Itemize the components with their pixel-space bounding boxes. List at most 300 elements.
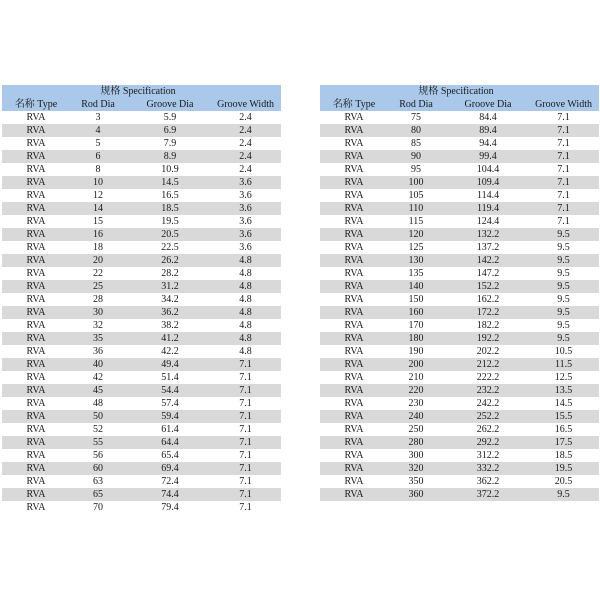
cell-groove-dia: 172.2 — [448, 306, 528, 319]
cell-rod-dia: 10 — [66, 176, 130, 189]
cell-rod-dia: 130 — [384, 254, 448, 267]
cell-groove-dia: 242.2 — [448, 397, 528, 410]
cell-type: RVA — [320, 488, 384, 501]
table-row — [320, 462, 599, 475]
cell-groove-dia: 65.4 — [130, 449, 210, 462]
cell-type: RVA — [2, 462, 66, 475]
specification-group-header: 规格 Specification — [66, 85, 210, 98]
table-row — [320, 397, 599, 410]
cell-groove-dia: 372.2 — [448, 488, 528, 501]
table-row — [320, 176, 599, 189]
cell-rod-dia: 4 — [66, 124, 130, 137]
cell-groove-width: 9.5 — [528, 267, 599, 280]
cell-type: RVA — [320, 449, 384, 462]
cell-type: RVA — [320, 293, 384, 306]
cell-groove-dia: 69.4 — [130, 462, 210, 475]
column-header-groove-dia: Groove Dia — [448, 98, 528, 111]
cell-type: RVA — [2, 150, 66, 163]
cell-groove-dia: 119.4 — [448, 202, 528, 215]
table-row — [2, 241, 281, 254]
cell-type: RVA — [2, 436, 66, 449]
cell-groove-width: 7.1 — [528, 150, 599, 163]
cell-groove-dia: 182.2 — [448, 319, 528, 332]
cell-rod-dia: 55 — [66, 436, 130, 449]
table-row — [2, 449, 281, 462]
cell-groove-width: 14.5 — [528, 397, 599, 410]
cell-groove-width: 3.6 — [210, 176, 281, 189]
cell-groove-dia: 5.9 — [130, 111, 210, 124]
cell-groove-dia: 137.2 — [448, 241, 528, 254]
cell-rod-dia: 5 — [66, 137, 130, 150]
cell-groove-width: 4.8 — [210, 319, 281, 332]
cell-type: RVA — [2, 410, 66, 423]
cell-type: RVA — [2, 254, 66, 267]
table-row — [2, 137, 281, 150]
table-row — [2, 397, 281, 410]
cell-groove-dia: 332.2 — [448, 462, 528, 475]
cell-groove-width: 7.1 — [210, 475, 281, 488]
cell-type: RVA — [2, 475, 66, 488]
cell-groove-dia: 212.2 — [448, 358, 528, 371]
cell-type: RVA — [2, 176, 66, 189]
cell-rod-dia: 25 — [66, 280, 130, 293]
cell-groove-width: 9.5 — [528, 488, 599, 501]
cell-groove-dia: 8.9 — [130, 150, 210, 163]
table-row — [2, 124, 281, 137]
cell-rod-dia: 22 — [66, 267, 130, 280]
column-header-groove-width: Groove Width — [528, 98, 599, 111]
cell-groove-width: 7.1 — [210, 423, 281, 436]
cell-type: RVA — [2, 124, 66, 137]
cell-groove-width: 3.6 — [210, 228, 281, 241]
cell-rod-dia: 75 — [384, 111, 448, 124]
cell-type: RVA — [320, 384, 384, 397]
cell-groove-width: 2.4 — [210, 124, 281, 137]
cell-type: RVA — [2, 228, 66, 241]
cell-type: RVA — [2, 319, 66, 332]
table-row — [320, 254, 599, 267]
cell-groove-width: 7.1 — [210, 449, 281, 462]
cell-rod-dia: 40 — [66, 358, 130, 371]
table-row — [320, 358, 599, 371]
cell-groove-dia: 72.4 — [130, 475, 210, 488]
cell-groove-dia: 89.4 — [448, 124, 528, 137]
cell-groove-dia: 312.2 — [448, 449, 528, 462]
cell-groove-width: 13.5 — [528, 384, 599, 397]
cell-groove-width: 7.1 — [528, 189, 599, 202]
cell-groove-width: 7.1 — [210, 436, 281, 449]
cell-groove-width: 4.8 — [210, 280, 281, 293]
cell-groove-width: 2.4 — [210, 137, 281, 150]
cell-groove-dia: 34.2 — [130, 293, 210, 306]
cell-rod-dia: 240 — [384, 410, 448, 423]
cell-type: RVA — [320, 254, 384, 267]
cell-groove-width: 7.1 — [210, 371, 281, 384]
cell-type: RVA — [2, 358, 66, 371]
cell-rod-dia: 90 — [384, 150, 448, 163]
cell-rod-dia: 140 — [384, 280, 448, 293]
cell-groove-dia: 36.2 — [130, 306, 210, 319]
table-row — [2, 423, 281, 436]
cell-type: RVA — [320, 176, 384, 189]
cell-type: RVA — [320, 202, 384, 215]
cell-type: RVA — [320, 423, 384, 436]
table-row — [320, 410, 599, 423]
cell-groove-dia: 142.2 — [448, 254, 528, 267]
cell-type: RVA — [320, 475, 384, 488]
cell-groove-dia: 292.2 — [448, 436, 528, 449]
cell-groove-dia: 99.4 — [448, 150, 528, 163]
cell-groove-width: 15.5 — [528, 410, 599, 423]
table-row — [320, 475, 599, 488]
cell-rod-dia: 6 — [66, 150, 130, 163]
table-row — [320, 241, 599, 254]
cell-groove-dia: 42.2 — [130, 345, 210, 358]
cell-groove-width: 7.1 — [528, 215, 599, 228]
cell-rod-dia: 16 — [66, 228, 130, 241]
column-header-groove-width: Groove Width — [210, 98, 281, 111]
table-row — [2, 358, 281, 371]
table-row — [2, 280, 281, 293]
cell-rod-dia: 3 — [66, 111, 130, 124]
cell-type: RVA — [2, 306, 66, 319]
cell-rod-dia: 35 — [66, 332, 130, 345]
cell-groove-width: 20.5 — [528, 475, 599, 488]
cell-type: RVA — [320, 319, 384, 332]
table-row — [320, 189, 599, 202]
cell-groove-dia: 147.2 — [448, 267, 528, 280]
cell-groove-width: 11.5 — [528, 358, 599, 371]
table-row — [2, 371, 281, 384]
cell-type: RVA — [2, 501, 66, 514]
cell-rod-dia: 18 — [66, 241, 130, 254]
cell-rod-dia: 56 — [66, 449, 130, 462]
cell-rod-dia: 350 — [384, 475, 448, 488]
cell-type: RVA — [2, 241, 66, 254]
table-row — [320, 124, 599, 137]
cell-groove-width: 18.5 — [528, 449, 599, 462]
cell-type: RVA — [320, 241, 384, 254]
table-row — [2, 332, 281, 345]
cell-rod-dia: 115 — [384, 215, 448, 228]
table-row — [2, 384, 281, 397]
cell-groove-dia: 222.2 — [448, 371, 528, 384]
cell-rod-dia: 36 — [66, 345, 130, 358]
cell-groove-dia: 28.2 — [130, 267, 210, 280]
cell-rod-dia: 210 — [384, 371, 448, 384]
cell-groove-width: 4.8 — [210, 306, 281, 319]
column-header-rod-dia: Rod Dia — [66, 98, 130, 111]
cell-groove-dia: 18.5 — [130, 202, 210, 215]
cell-rod-dia: 360 — [384, 488, 448, 501]
cell-rod-dia: 12 — [66, 189, 130, 202]
cell-groove-width: 4.8 — [210, 267, 281, 280]
table-row — [320, 332, 599, 345]
cell-groove-width: 7.1 — [210, 488, 281, 501]
cell-groove-width: 2.4 — [210, 150, 281, 163]
cell-rod-dia: 200 — [384, 358, 448, 371]
cell-groove-dia: 49.4 — [130, 358, 210, 371]
cell-type: RVA — [320, 111, 384, 124]
cell-groove-dia: 59.4 — [130, 410, 210, 423]
cell-rod-dia: 28 — [66, 293, 130, 306]
cell-groove-width: 16.5 — [528, 423, 599, 436]
cell-rod-dia: 280 — [384, 436, 448, 449]
cell-groove-width: 3.6 — [210, 215, 281, 228]
cell-groove-dia: 124.4 — [448, 215, 528, 228]
cell-groove-width: 7.1 — [528, 111, 599, 124]
cell-rod-dia: 230 — [384, 397, 448, 410]
table-row — [320, 423, 599, 436]
cell-rod-dia: 32 — [66, 319, 130, 332]
cell-groove-dia: 31.2 — [130, 280, 210, 293]
cell-groove-dia: 20.5 — [130, 228, 210, 241]
cell-groove-dia: 41.2 — [130, 332, 210, 345]
cell-groove-dia: 54.4 — [130, 384, 210, 397]
cell-groove-dia: 26.2 — [130, 254, 210, 267]
table-row — [2, 345, 281, 358]
cell-type: RVA — [2, 163, 66, 176]
cell-rod-dia: 70 — [66, 501, 130, 514]
cell-rod-dia: 20 — [66, 254, 130, 267]
cell-type: RVA — [320, 397, 384, 410]
cell-groove-width: 19.5 — [528, 462, 599, 475]
table-row — [2, 475, 281, 488]
cell-groove-dia: 152.2 — [448, 280, 528, 293]
cell-type: RVA — [2, 215, 66, 228]
cell-type: RVA — [2, 384, 66, 397]
table-row — [320, 163, 599, 176]
table-row — [320, 293, 599, 306]
cell-type: RVA — [320, 410, 384, 423]
cell-groove-width: 9.5 — [528, 306, 599, 319]
cell-rod-dia: 52 — [66, 423, 130, 436]
cell-groove-dia: 38.2 — [130, 319, 210, 332]
spec-table-right — [320, 85, 599, 501]
table-header-blank — [320, 85, 384, 98]
specification-group-header: 规格 Specification — [384, 85, 528, 98]
cell-type: RVA — [320, 462, 384, 475]
column-header-groove-dia: Groove Dia — [130, 98, 210, 111]
cell-type: RVA — [320, 150, 384, 163]
cell-type: RVA — [320, 280, 384, 293]
cell-type: RVA — [320, 345, 384, 358]
table-row — [2, 215, 281, 228]
cell-type: RVA — [320, 163, 384, 176]
cell-groove-width: 7.1 — [528, 176, 599, 189]
cell-groove-width: 9.5 — [528, 280, 599, 293]
table-row — [320, 202, 599, 215]
cell-groove-dia: 114.4 — [448, 189, 528, 202]
cell-groove-width: 4.8 — [210, 254, 281, 267]
cell-rod-dia: 85 — [384, 137, 448, 150]
cell-groove-width: 7.1 — [528, 163, 599, 176]
cell-groove-dia: 6.9 — [130, 124, 210, 137]
cell-groove-dia: 79.4 — [130, 501, 210, 514]
cell-groove-width: 4.8 — [210, 345, 281, 358]
table-body-right — [320, 111, 599, 501]
cell-type: RVA — [320, 436, 384, 449]
cell-type: RVA — [320, 189, 384, 202]
cell-rod-dia: 220 — [384, 384, 448, 397]
cell-groove-dia: 61.4 — [130, 423, 210, 436]
cell-rod-dia: 190 — [384, 345, 448, 358]
cell-groove-width: 12.5 — [528, 371, 599, 384]
cell-groove-width: 3.6 — [210, 241, 281, 254]
cell-type: RVA — [2, 488, 66, 501]
cell-groove-width: 7.1 — [210, 501, 281, 514]
cell-rod-dia: 110 — [384, 202, 448, 215]
table-row — [320, 228, 599, 241]
cell-type: RVA — [2, 449, 66, 462]
cell-groove-width: 7.1 — [528, 137, 599, 150]
cell-groove-width: 7.1 — [210, 384, 281, 397]
cell-groove-width: 9.5 — [528, 293, 599, 306]
cell-rod-dia: 30 — [66, 306, 130, 319]
cell-groove-dia: 162.2 — [448, 293, 528, 306]
cell-groove-dia: 74.4 — [130, 488, 210, 501]
cell-type: RVA — [320, 267, 384, 280]
cell-groove-dia: 19.5 — [130, 215, 210, 228]
cell-type: RVA — [2, 371, 66, 384]
cell-rod-dia: 50 — [66, 410, 130, 423]
cell-groove-width: 7.1 — [210, 462, 281, 475]
table-row — [2, 189, 281, 202]
table-row — [2, 410, 281, 423]
cell-groove-dia: 57.4 — [130, 397, 210, 410]
table-row — [2, 501, 281, 514]
table-row — [320, 449, 599, 462]
cell-groove-width: 9.5 — [528, 241, 599, 254]
cell-groove-dia: 14.5 — [130, 176, 210, 189]
cell-groove-width: 3.6 — [210, 189, 281, 202]
cell-groove-dia: 94.4 — [448, 137, 528, 150]
cell-groove-width: 9.5 — [528, 254, 599, 267]
table-row — [320, 137, 599, 150]
table-row — [2, 462, 281, 475]
cell-type: RVA — [320, 332, 384, 345]
cell-type: RVA — [2, 267, 66, 280]
table-row — [2, 267, 281, 280]
table-row — [320, 150, 599, 163]
table-row — [2, 163, 281, 176]
table-row — [320, 384, 599, 397]
cell-groove-dia: 109.4 — [448, 176, 528, 189]
table-body-left — [2, 111, 281, 514]
cell-type: RVA — [320, 137, 384, 150]
cell-type: RVA — [2, 280, 66, 293]
cell-groove-width: 17.5 — [528, 436, 599, 449]
cell-type: RVA — [2, 189, 66, 202]
cell-rod-dia: 8 — [66, 163, 130, 176]
table-row — [320, 280, 599, 293]
cell-groove-width: 7.1 — [528, 202, 599, 215]
table-row — [320, 267, 599, 280]
table-row — [320, 319, 599, 332]
table-row — [320, 436, 599, 449]
table-row — [320, 488, 599, 501]
column-header-type: 名称 Type — [2, 98, 66, 111]
cell-rod-dia: 48 — [66, 397, 130, 410]
cell-groove-width: 7.1 — [210, 358, 281, 371]
table-row — [320, 215, 599, 228]
cell-groove-width: 7.1 — [210, 410, 281, 423]
cell-rod-dia: 150 — [384, 293, 448, 306]
cell-rod-dia: 15 — [66, 215, 130, 228]
cell-type: RVA — [2, 397, 66, 410]
cell-groove-width: 9.5 — [528, 319, 599, 332]
cell-groove-width: 2.4 — [210, 163, 281, 176]
cell-type: RVA — [320, 306, 384, 319]
cell-groove-width: 4.8 — [210, 293, 281, 306]
cell-groove-width: 9.5 — [528, 332, 599, 345]
cell-groove-dia: 104.4 — [448, 163, 528, 176]
cell-groove-width: 9.5 — [528, 228, 599, 241]
cell-rod-dia: 120 — [384, 228, 448, 241]
cell-rod-dia: 60 — [66, 462, 130, 475]
table-header-blank — [2, 85, 66, 98]
column-header-rod-dia: Rod Dia — [384, 98, 448, 111]
spec-table-left — [2, 85, 281, 514]
cell-type: RVA — [320, 215, 384, 228]
column-header-type: 名称 Type — [320, 98, 384, 111]
table-row — [2, 306, 281, 319]
cell-rod-dia: 320 — [384, 462, 448, 475]
cell-rod-dia: 135 — [384, 267, 448, 280]
table-row — [320, 306, 599, 319]
cell-rod-dia: 42 — [66, 371, 130, 384]
cell-groove-dia: 232.2 — [448, 384, 528, 397]
table-row — [2, 436, 281, 449]
cell-type: RVA — [320, 228, 384, 241]
table-row — [320, 371, 599, 384]
table-row — [2, 488, 281, 501]
table-row — [2, 202, 281, 215]
cell-rod-dia: 100 — [384, 176, 448, 189]
cell-groove-dia: 22.5 — [130, 241, 210, 254]
cell-rod-dia: 80 — [384, 124, 448, 137]
cell-groove-dia: 362.2 — [448, 475, 528, 488]
cell-type: RVA — [2, 332, 66, 345]
cell-groove-dia: 84.4 — [448, 111, 528, 124]
table-header-blank — [528, 85, 599, 98]
cell-type: RVA — [320, 371, 384, 384]
table-row — [2, 111, 281, 124]
table-row — [2, 228, 281, 241]
cell-type: RVA — [320, 358, 384, 371]
cell-type: RVA — [2, 137, 66, 150]
cell-rod-dia: 63 — [66, 475, 130, 488]
table-row — [2, 293, 281, 306]
cell-groove-dia: 132.2 — [448, 228, 528, 241]
cell-groove-width: 4.8 — [210, 332, 281, 345]
cell-groove-dia: 252.2 — [448, 410, 528, 423]
cell-groove-width: 2.4 — [210, 111, 281, 124]
cell-groove-dia: 16.5 — [130, 189, 210, 202]
table-row — [2, 176, 281, 189]
cell-rod-dia: 170 — [384, 319, 448, 332]
cell-type: RVA — [2, 423, 66, 436]
cell-type: RVA — [2, 111, 66, 124]
cell-rod-dia: 105 — [384, 189, 448, 202]
cell-groove-width: 7.1 — [528, 124, 599, 137]
cell-rod-dia: 45 — [66, 384, 130, 397]
cell-type: RVA — [2, 345, 66, 358]
cell-groove-width: 10.5 — [528, 345, 599, 358]
cell-groove-dia: 51.4 — [130, 371, 210, 384]
table-row — [320, 111, 599, 124]
cell-groove-dia: 64.4 — [130, 436, 210, 449]
